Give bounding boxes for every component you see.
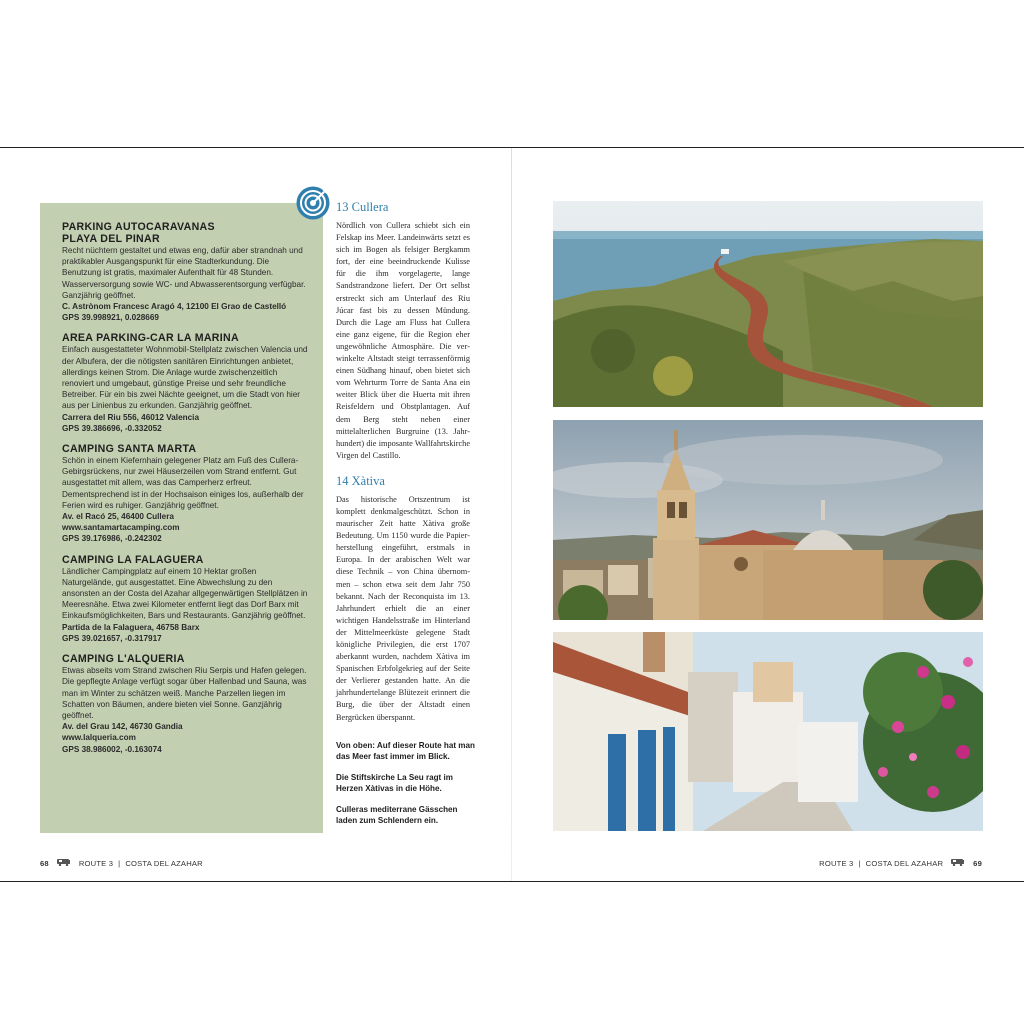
campsite-gps: GPS 39.176986, -0.242302 (62, 534, 162, 544)
photo-cullera-alley (553, 632, 983, 831)
photo-coastal-road (553, 201, 983, 407)
campsite-subtitle: PLAYA DEL PINAR (62, 233, 160, 245)
campsite-website: www.lalqueria.com (62, 733, 136, 743)
campsite-title: CAMPING SANTA MARTA (62, 443, 197, 456)
campsite-entry (62, 653, 309, 755)
campsite-website: www.santamartacamping.com (62, 523, 180, 533)
campervan-icon (57, 858, 71, 868)
page-number-left: 68 (40, 858, 49, 868)
campsite-address: Carrera del Riu 556, 46012 Valencia (62, 412, 200, 422)
campervan-icon (951, 858, 965, 868)
page-number-right: 69 (973, 858, 982, 868)
page-gutter (511, 148, 512, 881)
route-label-left: ROUTE 3 (78, 858, 114, 868)
article-column (336, 200, 470, 724)
campsite-gps: GPS 39.386696, -0.332052 (62, 423, 162, 433)
campsite-address: Partida de la Falaguera, 46758 Barx (62, 622, 200, 632)
campsite-gps: GPS 39.998921, 0.028669 (62, 313, 159, 323)
campsite-description: Schön in einem Kiefernhain gelegener Platz am Fuß des Cullera-Gebirgsrückens, nur zwei Häuserzeilen vom Strand entfernt. Gut ausgestattet mit allem, was das Camperherz erfreut. Dementsprechend ist in der Hochsaison einiges los, außerhalb der Ferien wird es ruhiger. Ganzjährig geöffnet. (62, 456, 304, 510)
section-heading-xativa: 14 Xàtiva (336, 473, 385, 488)
campsite-description: Etwas abseits vom Strand zwischen Riu Serpis und Hafen gelegen. Die gepflegte Anlage verfügt sogar über Hallenbad und Sauna, was man im Winter zu schätzen weiß. Manche Parzellen liegen im Schatten von Bäumen, andere bieten viel Sonne. Ganzjährig geöffnet. (62, 666, 307, 720)
campsite-entry (62, 332, 309, 434)
campsite-gps: GPS 39.021657, -0.317917 (62, 633, 162, 643)
target-icon (295, 185, 331, 221)
photo-caption: Culleras mediterrane Gässchen laden zum Schlendern ein. (336, 804, 458, 826)
photo-captions (336, 740, 476, 835)
region-title-right: COSTA DEL AZAHAR (865, 858, 944, 868)
campsite-entry (62, 221, 309, 323)
region-title-left: COSTA DEL AZAHAR (125, 858, 203, 868)
campsite-entry (62, 554, 309, 644)
footer-right: ROUTE 3 | COSTA DEL AZAHAR 69 (819, 858, 982, 868)
campsite-title: AREA PARKING-CAR LA MARINA (62, 332, 239, 345)
campsite-title: CAMPING L'ALQUERIA (62, 653, 185, 666)
campsite-title: CAMPING LA FALAGUERA (62, 553, 204, 566)
campsite-description: Einfach ausgestatteter Wohnmobil-Stellplatz zwischen Valencia und der Albufera, der die nötigsten sanitären Einrichtungen anbietet, allerdings keinen Strom. Die Anlage wurde zwischenzeitlich renoviert und umgebaut, günstige Preise und sehr freundliche Betreiber. Für ein bis zwei Nächte geeignet, um die Stadt von hier aus per Linienbus zu erkunden. Ganzjährig geöffnet. (62, 345, 308, 411)
campsite-address: Av. del Grau 142, 46730 Gandia (62, 722, 183, 732)
campsite-entry (62, 443, 309, 545)
section-body-xativa: Das historische Ortszentrum ist komplett denkmalgeschützt. Schon in maurischer Zeit hatte Xàtiva große Bedeutung. Um 1150 wurde die Papierherstellung eingeführt, erstmals in Europa. In der arabischen Welt war diese Technik – von China übernommen – schon etwa seit dem Jahr 750 bekannt. Nach der Reconquista im 13. Jahrhundert erhielt die an einer wichtigen Handelsstraße im Hinterland der Mittelmeerküste gelegene Stadt königliche Privilegien, die erst 1707 aberkannt wurden, nachdem Xàtiva im Spanischen Erbfolgekrieg auf der Seite der Verlierer gestanden hatte. An die jahrhundertelange Blütezeit erinnert die Burg, die über der Altstadt einen Bergrücken überspannt. (336, 494, 470, 722)
campsite-title: PARKING AUTOCARAVANAS (62, 221, 215, 233)
section-body-cullera: Nördlich von Cullera schiebt sich ein Felskap ins Meer. Landeinwärts setzt es sich im Bogen als felsiger Bergkamm fort, der eine beeindruckende Kulisse für die ihm vorgelagerte, lange Sandstrandzone liefert. Der Ort selbst erstreckt sich am Unterlauf des Riu Júcar fast bis zu dessen Mündung. Durch die Lage am Fluss hat Cullera eine ganz eigene, für die Region eher ungewöhnliche Atmosphäre. Die verwinkelte Altstadt steigt terrassenförmig einen Südhang hinauf, oben bietet sich vom Wehrturm Torre de Santa Ana ein weiter Blick über die Huerta mit ihren Reisfeldern und Obstplantagen. Auf dem Berg steht neben einer mittelalterlichen Burgruine (13. Jahrhundert) die imposante Wallfahrtskirche Virgen del Castillo. (336, 221, 470, 460)
photo-xativa-church (553, 420, 983, 620)
photo-caption: Die Stiftskirche La Seu ragt im Herzen Xàtivas in die Höhe. (336, 772, 453, 794)
campsite-description: Ländlicher Campingplatz auf einem 10 Hektar großen Naturgelände, gut ausgestattet. Eine Abwechslung zu den ansonsten an der Costa del Azahar allgegenwärtigen Stellplätzen in Meeresnähe. Etwa zwei Kilometer entfernt liegt das Dorf Barx mit Einkaufsmöglichkeiten, Bars und Restaurants. Ganzjährig geöffnet. (62, 566, 308, 621)
campsite-description: Recht nüchtern gestaltet und etwas eng, dafür aber strandnah und praktikabler Ausgangspunkt für eine Stadterkundung. Die Benutzung ist gratis, maximaler Aufenthalt für 48 Stunden. Wasserversorgung sowie WC- und Abwasserentsorgung verfügbar. Ganzjährig geöffnet. (62, 246, 306, 300)
route-label-right: ROUTE 3 (819, 858, 854, 868)
campsite-address: Av. el Racó 25, 46400 Cullera (62, 512, 174, 522)
photo-caption: Von oben: Auf dieser Route hat man das Meer fast immer im Blick. (336, 741, 475, 762)
footer-left: 68 ROUTE 3 | COSTA DEL AZAHAR (40, 858, 203, 868)
campsite-infobox (40, 203, 323, 833)
campsite-address: C. Astrònom Francesc Aragó 4, 12100 El Grao de Castelló (62, 302, 287, 312)
book-spread (0, 147, 1024, 882)
campsite-gps: GPS 38.986002, -0.163074 (62, 744, 162, 754)
section-heading-cullera: 13 Cullera (336, 200, 389, 214)
